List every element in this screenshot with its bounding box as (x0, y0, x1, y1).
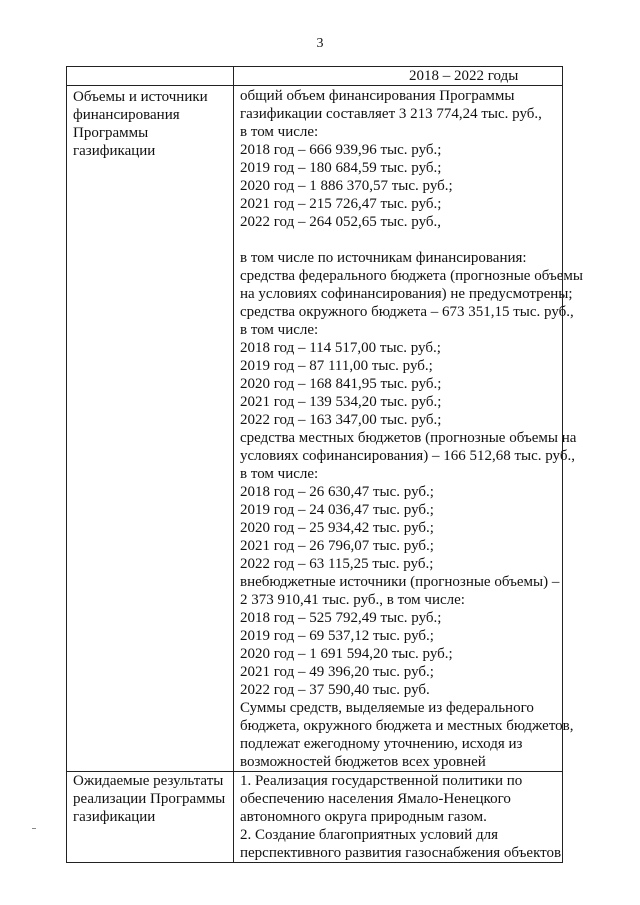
funding-label-line: Объемы и источники (73, 89, 208, 105)
funding-year-line: 2018 год – 114 517,00 тыс. руб.; (240, 340, 441, 356)
funding-year-line: 2021 год – 49 396,20 тыс. руб.; (240, 664, 434, 680)
period-value-cell (234, 67, 563, 86)
results-label-line: Ожидаемые результаты (73, 773, 224, 789)
funding-label-line: финансирования (73, 107, 180, 123)
table-row-results (67, 772, 563, 863)
results-text-line: 2. Создание благоприятных условий для (240, 827, 499, 843)
results-label-line: газификации (73, 809, 156, 825)
funding-year-line: 2021 год – 139 534,20 тыс. руб.; (240, 394, 442, 410)
funding-text-line: возможностей бюджетов всех уровней (240, 754, 486, 770)
funding-label-line: газификации (73, 143, 156, 159)
funding-text-line: средства окружного бюджета – 673 351,15 тыс. руб., (240, 304, 574, 320)
period-label-cell (67, 67, 234, 86)
funding-text-cell (234, 86, 583, 772)
funding-text-line: на условиях софинансирования) не предусмотрены; (240, 286, 573, 302)
funding-text-line: подлежат ежегодному уточнению, исходя из (240, 736, 523, 752)
period-value: 2018 – 2022 годы (409, 68, 519, 84)
funding-year-line: 2021 год – 215 726,47 тыс. руб.; (240, 196, 442, 212)
funding-label-line: Программы (73, 125, 149, 141)
funding-text-line: бюджета, окружного бюджета и местных бюджетов, (240, 718, 574, 734)
funding-year-line: 2019 год – 87 111,00 тыс. руб.; (240, 358, 433, 374)
funding-year-line: 2020 год – 1 886 370,57 тыс. руб.; (240, 178, 453, 194)
funding-year-line: 2021 год – 26 796,07 тыс. руб.; (240, 538, 434, 554)
funding-text-line: Суммы средств, выделяемые из федерального (240, 700, 534, 716)
funding-year-line: 2018 год – 525 792,49 тыс. руб.; (240, 610, 442, 626)
funding-year-line: 2022 год – 163 347,00 тыс. руб.; (240, 412, 442, 428)
funding-year-line: 2018 год – 26 630,47 тыс. руб.; (240, 484, 434, 500)
table-row-funding (67, 86, 563, 772)
funding-text-line: в том числе: (240, 466, 319, 482)
funding-year-line: 2019 год – 24 036,47 тыс. руб.; (240, 502, 434, 518)
funding-text-line: в том числе по источникам финансирования: (240, 250, 527, 266)
funding-year-line: 2020 год – 168 841,95 тыс. руб.; (240, 376, 442, 392)
funding-label-cell (67, 86, 234, 772)
funding-text-line: в том числе: (240, 322, 319, 338)
results-text-line: обеспечению населения Ямало-Ненецкого (240, 791, 511, 807)
funding-year-line: 2022 год – 37 590,40 тыс. руб. (240, 682, 430, 698)
funding-year-line: 2022 год – 264 052,65 тыс. руб., (240, 214, 442, 230)
funding-year-line: 2019 год – 69 537,12 тыс. руб.; (240, 628, 434, 644)
results-text-line: автономного округа природным газом. (240, 809, 487, 825)
results-label-cell (67, 772, 234, 863)
funding-text-line: внебюджетные источники (прогнозные объемы) – (240, 574, 560, 590)
funding-year-line: 2020 год – 1 691 594,20 тыс. руб.; (240, 646, 453, 662)
margin-mark (32, 828, 36, 829)
funding-text-line: 2 373 910,41 тыс. руб., в том числе: (240, 592, 465, 608)
funding-text-line: газификации составляет 3 213 774,24 тыс. руб., (240, 106, 542, 122)
results-text-cell (234, 772, 563, 863)
funding-text-line: условиях софинансирования) – 166 512,68 тыс. руб., (240, 448, 575, 464)
table-row-period (67, 67, 563, 86)
page-number: 3 (316, 36, 324, 51)
funding-year-line: 2022 год – 63 115,25 тыс. руб.; (240, 556, 434, 572)
funding-text-line: в том числе: (240, 124, 319, 140)
results-text-line: перспективного развития газоснабжения объектов (240, 845, 562, 861)
funding-text-line: средства федерального бюджета (прогнозные объемы (240, 268, 583, 284)
funding-text-line: общий объем финансирования Программы (240, 88, 515, 104)
passport-table (66, 66, 583, 863)
results-label-line: реализации Программы (73, 791, 226, 807)
funding-text-line: средства местных бюджетов (прогнозные объемы на (240, 430, 577, 446)
funding-year-line: 2018 год – 666 939,96 тыс. руб.; (240, 142, 442, 158)
results-text-line: 1. Реализация государственной политики по (240, 773, 523, 789)
blank-line (240, 231, 558, 249)
funding-year-line: 2019 год – 180 684,59 тыс. руб.; (240, 160, 442, 176)
funding-year-line: 2020 год – 25 934,42 тыс. руб.; (240, 520, 434, 536)
